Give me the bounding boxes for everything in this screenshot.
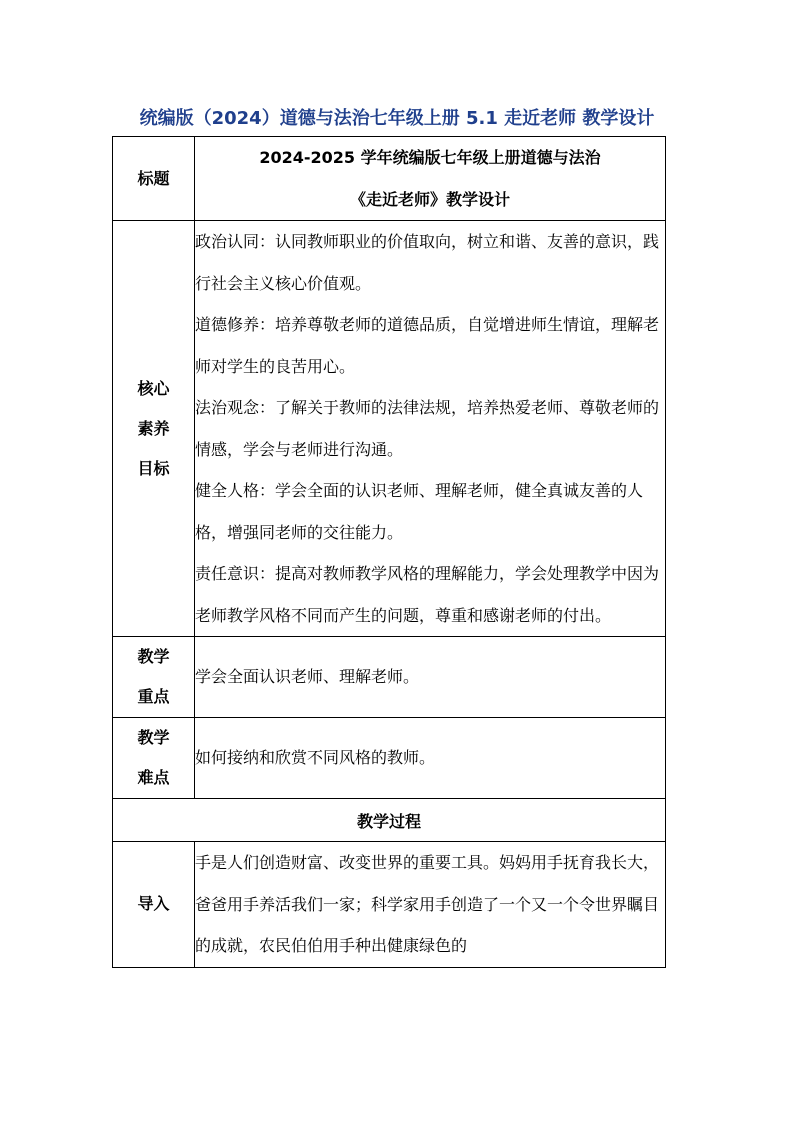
intro-label: 导入	[113, 842, 195, 968]
goal-moral: 道德修养：培养尊敬老师的道德品质，自觉增进师生情谊，理解老师对学生的良苦用心。	[195, 315, 660, 376]
title-label: 标题	[113, 137, 195, 221]
key-point-label	[113, 637, 195, 718]
intro-row	[113, 842, 666, 968]
difficulty-label	[113, 718, 195, 799]
key-point-row	[113, 637, 666, 718]
difficulty-label-line-1: 教学	[137, 728, 170, 747]
core-label-line-1: 核心	[137, 378, 170, 398]
title-line-2: 《走近老师》教学设计	[349, 189, 510, 209]
difficulty-row	[113, 718, 666, 799]
difficulty-content: 如何接纳和欣赏不同风格的教师。	[195, 718, 666, 799]
title-row	[113, 137, 666, 221]
goal-personality: 健全人格：学会全面的认识老师、理解老师，健全真诚友善的人格，增强同老师的交往能力。	[195, 481, 644, 542]
core-label-line-2: 素养	[137, 418, 170, 438]
document-heading: 统编版（2024）道德与法治七年级上册 5.1 走近老师 教学设计	[139, 108, 655, 129]
core-literacy-label	[113, 221, 195, 637]
lesson-plan-table	[112, 136, 666, 968]
title-content	[195, 137, 666, 221]
goal-political: 政治认同：认同教师职业的价值取向，树立和谐、友善的意识，践行社会主义核心价值观。	[195, 232, 660, 293]
goal-responsibility: 责任意识：提高对教师教学风格的理解能力，学会处理教学中因为老师教学风格不同而产生的问题，尊重和感谢老师的付出。	[195, 564, 660, 625]
core-literacy-row	[113, 221, 666, 637]
core-label-line-3: 目标	[137, 458, 170, 478]
key-point-content: 学会全面认识老师、理解老师。	[195, 637, 666, 718]
goal-law: 法治观念：了解关于教师的法律法规，培养热爱老师、尊敬老师的情感，学会与老师进行沟通。	[195, 398, 660, 459]
title-line-1: 2024-2025 学年统编版七年级上册道德与法治	[259, 148, 601, 167]
difficulty-label-line-2: 难点	[137, 768, 170, 787]
core-literacy-content	[195, 221, 666, 637]
process-header: 教学过程	[113, 799, 666, 842]
intro-content: 手是人们创造财富、改变世界的重要工具。妈妈用手抚育我长大，爸爸用手养活我们一家；科学家用手创造了一个又一个令世界瞩目的成就，农民伯伯用手种出健康绿色的	[195, 842, 666, 968]
key-label-line-2: 重点	[137, 687, 170, 706]
process-header-row	[113, 799, 666, 842]
key-label-line-1: 教学	[137, 647, 170, 666]
